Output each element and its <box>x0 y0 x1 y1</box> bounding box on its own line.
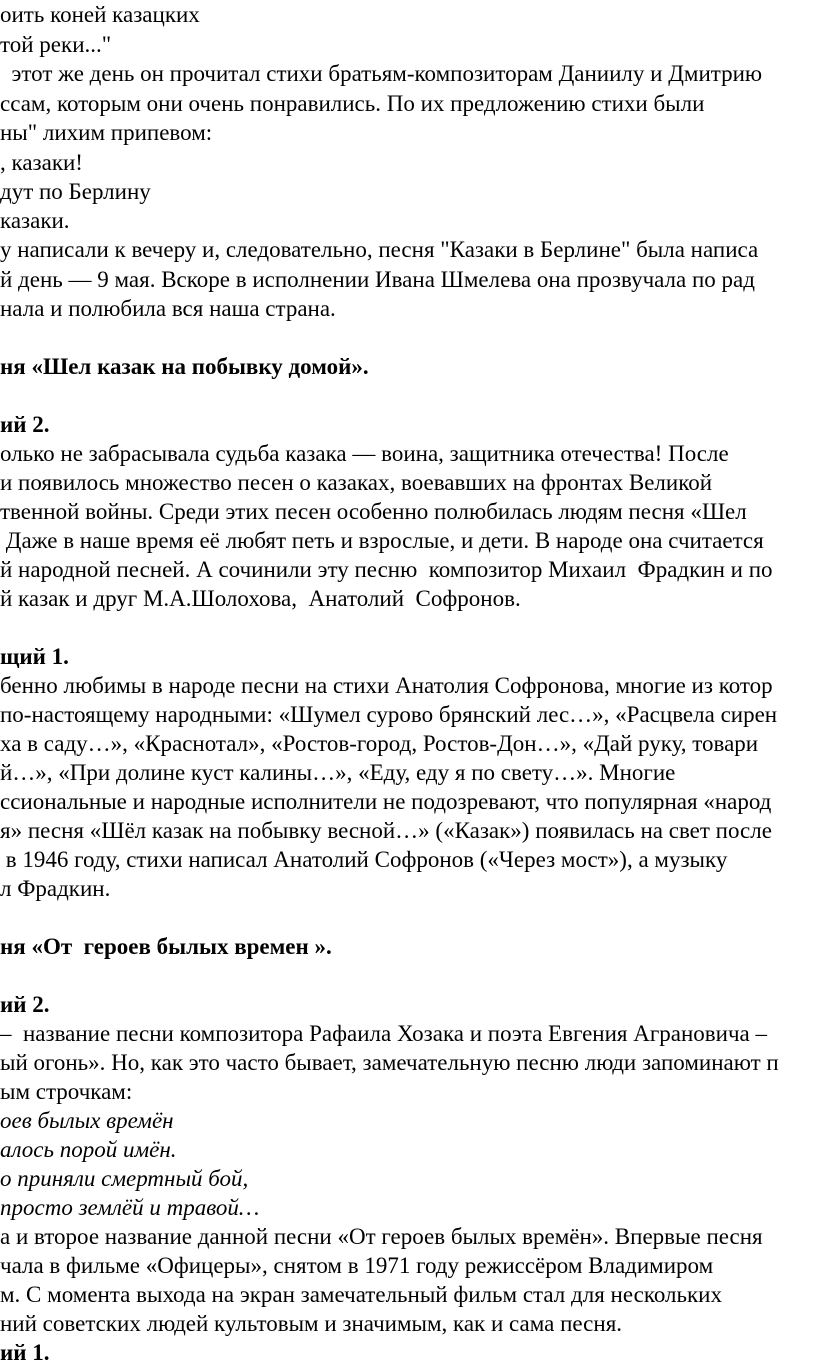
paragraph-line: й казак и друг М.А.Шолохова, Анатолий Софронов. <box>0 586 521 611</box>
paragraph-line: нала и полюбила вся наша страна. <box>0 296 336 321</box>
paragraph-line: а и второе название данной песни «От героев былых времён». Впервые песня <box>0 1224 763 1249</box>
paragraph-line: бенно любимы в народе песни на стихи Анатолия Софронова, многие из котор <box>0 673 773 698</box>
paragraph-line: казаки. <box>0 208 70 233</box>
paragraph-line: у написали к вечеру и, следовательно, песня "Казаки в Берлине" была написа <box>0 237 759 262</box>
speaker-label: ий 2. <box>0 412 50 437</box>
paragraph-line: и появилось множество песен о казаках, воевавших на фронтах Великой <box>0 470 713 495</box>
paragraph-line: ый огонь». Но, как это часто бывает, замечательную песню люди запоминают п <box>0 1050 779 1075</box>
paragraph-line: м. С момента выхода на экран замечательный фильм стал для нескольких <box>0 1282 722 1307</box>
paragraph-line: я» песня «Шёл казак на побывку весной…» («Казак») появилась на свет после <box>0 818 772 843</box>
paragraph-line: – название песни композитора Рафаила Хозака и поэта Евгения Аграновича – <box>0 1021 767 1046</box>
paragraph-line: й…», «При долине куст калины…», «Еду, еду я по свету…». Многие <box>0 760 676 785</box>
paragraph-line: ны" лихим припевом: <box>0 120 213 145</box>
poem-line: алось порой имён. <box>0 1137 177 1162</box>
paragraph-line: ссам, которым они очень понравились. По их предложению стихи были <box>0 91 705 116</box>
speaker-label: ий 2. <box>0 992 50 1017</box>
paragraph-line: олько не забрасывала судьба казака — воина, защитника отечества! После <box>0 441 729 466</box>
section-heading: ня «Шел казак на побывку домой». <box>0 354 369 379</box>
paragraph-line: в 1946 году, стихи написал Анатолий Софронов («Через мост»), а музыку <box>0 847 728 872</box>
paragraph-line: й день — 9 мая. Вскоре в исполнении Ивана Шмелева она прозвучала по рад <box>0 267 755 292</box>
speaker-label: ий 1. <box>0 1340 50 1365</box>
paragraph-line: оить коней казацких <box>0 2 200 27</box>
speaker-label: щий 1. <box>0 644 69 669</box>
paragraph-line: этот же день он прочитал стихи братьям-композиторам Даниилу и Дмитрию <box>0 61 763 86</box>
poem-line: просто землёй и травой… <box>0 1195 260 1220</box>
paragraph-line: Даже в наше время её любят петь и взрослые, и дети. В народе она считается <box>0 528 764 553</box>
paragraph-line: ний советских людей культовым и значимым, как и сама песня. <box>0 1311 623 1336</box>
paragraph-line: , казаки! <box>0 150 83 175</box>
poem-line: о приняли смертный бой, <box>0 1166 249 1191</box>
paragraph-line: ха в саду…», «Краснотал», «Ростов-город, Ростов-Дон…», «Дай руку, товари <box>0 731 759 756</box>
paragraph-line: дут по Берлину <box>0 179 151 204</box>
paragraph-line: ссиональные и народные исполнители не подозревают, что популярная «народ <box>0 789 772 814</box>
paragraph-line: той реки..." <box>0 32 112 57</box>
section-heading: ня «От героев былых времен ». <box>0 934 332 959</box>
paragraph-line: твенной войны. Среди этих песен особенно полюбилась людям песня «Шел <box>0 499 747 524</box>
paragraph-line: чала в фильме «Офицеры», снятом в 1971 году режиссёром Владимиром <box>0 1253 714 1278</box>
poem-line: оев былых времён <box>0 1108 174 1133</box>
paragraph-line: ым строчкам: <box>0 1079 133 1104</box>
paragraph-line: по-настоящему народными: «Шумел сурово брянский лес…», «Расцвела сирен <box>0 702 778 727</box>
paragraph-line: л Фрадкин. <box>0 876 111 901</box>
paragraph-line: й народной песней. А сочинили эту песню композитор Михаил Фрадкин и по <box>0 557 773 582</box>
